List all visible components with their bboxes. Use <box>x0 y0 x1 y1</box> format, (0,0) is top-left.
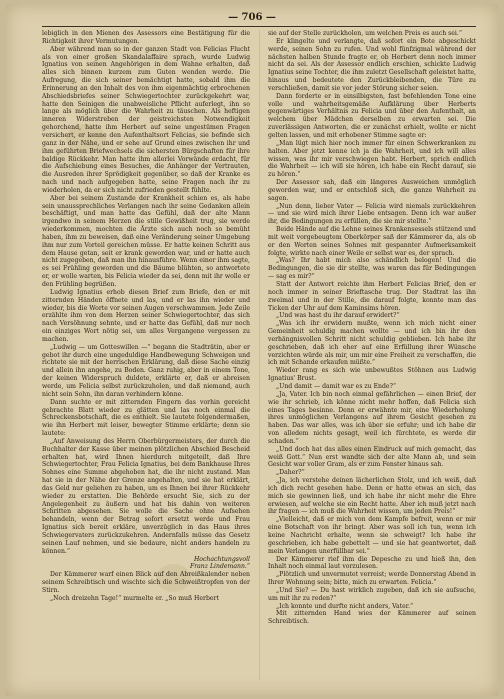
right-text-column <box>268 30 476 682</box>
paragraph: Wieder rang es sich wie unbewußtes Stöhnen aus Ludwig Ignatius' Brust. <box>268 367 476 383</box>
paragraph: „Ja, Vater. Ich bin noch einmal gefährlichen — einen Brief, der wie ihr schrieb, ich könne nicht mehr hoffen, daß Felicia sich eines Tages besinne. Denn er erwähnte mir, eine Wiederholung ihres unmöglichen Verlangens auf ihrem Gesicht gesehen zu haben. Das war alles, was ich über sie erfuhr; und ich habe dir von alledem nichts gesagt, weil ich fürchtete, es werde dir schaden.“ <box>268 390 476 445</box>
paragraph: „Und doch hat das alles einen Eindruck auf mich gemacht, das weiß Gott.“ Nun erst wandte sich der alte Mann ab, und sein Gesicht war voller Gram, als er zum Fenster hinaus sah. <box>268 445 476 469</box>
paragraph: „Vielleicht, daß er mich von dem Kampfe befreit, wenn er mir eine Botschaft von ihr bringt. Aber was soll ich tun, wenn ich keine Nachricht erhalte, wenn sie schweigt? Ich habe ihr geschrieben, ich habe gebettelt — und sie hat geantwortet, daß mein Verlangen unerfüllbar sei.“ <box>268 516 476 555</box>
paragraph: Er klingelte und verlangte, daß sofort ein Bote abgeschickt werde, seinen Sohn zu rufen. Und wohl fünfzigmal während der nächsten halben Stunde fragte er, ob Herbert denn noch immer nicht da sei. Als der Assessor endlich erschien, schickte Ludwig Ignatius seine Tochter, die ihm zuletzt Gesellschaft geleistet hatte, hinaus und bedeutete den Zurückbleibenden, die Türe zu verschließen, damit sie vor jeder Störung sicher seien. <box>268 37 476 92</box>
paragraph: „Nun denn, lieber Vater — Felicia wird niemals zurückkehren — und sie wird mich ihrer Liebe entsagen. Denn ich war außer ihr, die Bedingungen zu erfüllen, die sie mir stellte.“ <box>268 202 476 226</box>
header-rule <box>42 26 476 27</box>
page-number: — 706 — <box>228 12 276 23</box>
signature-line: Franz Lindemann.“ <box>189 563 250 571</box>
paragraph: Statt der Antwort reichte ihm Herbert Felicias Brief, den er noch immer in seiner Brieftasche trug. Der Stadtrat las ihn zweimal und in der Stille, die darauf folgte, konnte man das Ticken der Uhr auf dem Kaminsims hören. <box>268 281 476 312</box>
paragraph: lebiglich in den Mienen des Assessors eine Bestätigung für die Richtigkeit ihrer Vermutungen. <box>42 30 250 45</box>
paragraph: Der Assessor sah, daß ein längeres Ausweichen unmöglich geworden war, und er entschloß sich, die ganze Wahrheit zu sagen. <box>268 179 476 202</box>
book-page <box>6 4 498 696</box>
paragraph: „Daher?“ <box>276 469 305 477</box>
paragraph: „Und was hast du ihr darauf erwidert?“ <box>276 312 400 320</box>
paragraph: „Und Sie? — Du hast wirklich zugeben, daß ich sie aufsuche, um mit ihr zu reden?“ <box>268 586 476 602</box>
left-text-column <box>42 30 250 682</box>
paragraph: Ludwig Ignatius erhob diesen Brief zum Briefe, den er mit zitternden Händen öffnete und las, und er las ihn wieder und wieder, bis die Worte vor seinen Augen verschwammen. Jede Zeile erzählte ihm von dem Herzen seiner Schwiegertochter, das sich nach Versöhnung sehnte, und er hatte das Gefühl, daß nur noch ein einziges Wort nötig sei, um alles Vergangene vergessen zu machen. <box>42 288 250 343</box>
paragraph: „Auf Anweisung des Herrn Oberbürgermeisters, der durch die Buchhalter der Kasse über meinen plötzlichen Abschied Bescheid erhalten hat, wird Ihnen hierdurch mitgeteilt, daß Ihre Schwiegertochter, Frau Felicia Ignatius, bei dem Bankhause Ihres Sohnes eine Summe abgehoben hat, die ihr nicht zustand. Man hat sie in der Nähe der Grenze angehalten, und sie hat erklärt, das Geld nur geliehen zu haben, um es Ihnen bei ihrer Rückkehr wieder zu erstatten. Die Behörde ersucht Sie, sich zu der Angelegenheit zu äußern und hat bis dahin von weiteren Schritten abgesehen. Sie wolle die Sache ohne Aufsehen behandeln, wenn der Betrag sofort ersetzt werde und Frau Ignatius sich bereit erkläre, unverzüglich in das Haus ihres Schwiegervaters zurückzukehren. Andernfalls müsse das Gesetz seinen Lauf nehmen, und sie bedaure, nicht anders handeln zu können.“ <box>42 437 250 555</box>
paragraph: Der Kämmerer rief ihm die Depesche zu und hieß ihn, den Inhalt noch einmal laut vorzulesen. <box>268 555 476 571</box>
paragraph: „Noch dreizehn Tage!“ murmelte er. „So muß Herbert <box>50 594 219 602</box>
paragraph: „Ludwig — um Gotteswillen —“ begann die Stadträtin, aber er gebot ihr durch eine ungeduldige Handbewegung Schweigen und richtete sie mit der herrischen Erklärung, daß diese Sache einzig und allein ihn angehe, zu Boden. Ganz ruhig, aber in einem Tone, der keinen Widerspruch duldete, erklärte er, daß er abreisen werde, um Felicia selbst zurückzuholen, und daß niemand, auch nicht sein Sohn, ihn daran verhindern könne. <box>42 343 250 398</box>
column-gutter <box>259 30 260 680</box>
paragraph: sie auf der Stelle zurückholen, um welchen Preis es auch sei.“ <box>268 30 462 37</box>
paragraph: „Ich konnte und durfte nicht anders, Vater.“ <box>276 602 414 610</box>
paragraph: „Und damit — damit war es zu Ende?“ <box>276 382 397 390</box>
signature-line: Hochachtungsvoll <box>193 555 250 563</box>
paragraph: Aber bei seinem Zustande der Krankheit schien es, als habe sein unaussprechliches Verlangen nach ihr seine Gedanken allein beschäftigt, und man hatte das Gefühl, daß der alte Mann irgendwo in seinem Herzen die stille Gewißheit trug, sie werde wiederkommen, mochten die Ärzte sich auch noch so bemüht haben, ihm zu beweisen, daß eine Veränderung seiner Umgebung ihm nur zum Vorteil gereichen müsse. Er hatte keinen Schritt aus dem Hause getan, seit er krank geworden war, und er hatte auch nicht zugegeben, daß man ihn hinausführe. Wenn einer ihm sagte, es sei Frühling geworden und die Bäume blühten, so antwortete er, er wolle warten, bis Felicia wieder da sei, denn mit ihr wolle er den Frühling begrüßen. <box>42 194 250 288</box>
paragraph: Beide Hände auf die Lehne seines Krankensessels stützend und mit weit vorgebeugtem Oberkörper saß der Kämmerer da, als ob er den Worten seines Sohnes mit gespannter Aufmerksamkeit folgte, wirkte nach einer Weile er selbst war es, der sprach. <box>268 226 476 257</box>
paragraph: Dann forderte er in einsilbigsten, fast befehlenden Tone eine volle und wahrheitsgemäße Aufklärung über Herberts gegenwärtiges Verhältnis zu Felicia und über den Aufenthalt, an welchem über Mädchen derselben zu erwarten sei. Die zuverlässigen Antworten, die er zunächst erhielt, wollte er nicht gelten lassen, und mit erhobener Stimme sagte er: <box>268 92 476 139</box>
paragraph: Mit zitternden Hand wies der Kämmerer auf seinen Schreibtisch. <box>268 610 476 626</box>
paragraph: „Man lügt mich hier noch immer für einen Schwerkranken zu halten. Aber jetzt kenne ich ja die Wahrheit, und ich will alles wissen, was ihr mir verschwiegen habt. Herbert, sprich endlich die Wahrheit — ich will sie hören, ich habe ein Recht darauf, sie zu hören.“ <box>268 139 476 179</box>
paragraph: Aber während man so in der ganzen Stadt von Felicias Flucht als von einer großen Skandalaffaire sprach, wurde Ludwig Ignatius von seinen Angehörigen in dem Wahne erhalten, daß alles sich binnen kurzem zum Guten wenden werde. Die Aufregung, die sich seiner bemächtigt hatte, sobald ihm die Erinnerung an den Inhalt des von ihm eigenmächtig erbrochenen Abschiedsbriefes seiner Schwiegertochter zurückgekehrt war, hatte den Seinigen die unabweisliche Pflicht auferlegt, ihn so lange als möglich über die Wahrheit zu täuschen. Als heftigen inneren Widerstreben der geistreichsten Notwendigkeit gehorchend, hatte ihm Herbert auf seine ungestümen Fragen versichert, er kenne den Aufenthaltsort Felicias, sie befinde sich ganz in der Nähe, und er sehe auf Grund eines zwischen ihr und ihm geführten Briefwechsels die sichersten Bürgschaften für ihre baldige Rückkehr. Man hatte ihm allerlei Vorwände erdacht, für die Aufschiebung eines Besuches, die Anhänger der Vertrauten, die Ausreden ihrer Sprödigkeit gegenüber, so daß der Kranke es nach und nach aufgegeben hatte, seine Fragen nach ihr zu wiederholen, da er sich nicht zufrieden gestellt fühlte. <box>42 45 250 194</box>
paragraph: Dann suchte er mit zitternden Fingern das vorhin gereicht gebrachte Blatt wieder zu glätten und las noch einmal die Schreckensbotschaft, die es enthielt. Sie lautete folgendermaßen, wie ihn Herbert mit leiser, bewegter Stimme erklärte; denn sie lautete: <box>42 398 250 438</box>
paragraph: „Was? Ihr habt mich also schändlich belogen! Und die Bedingungen, die sie dir stellte, was waren das für Bedingungen — sag es mir?“ <box>268 257 476 281</box>
paragraph: „Ja, ich verstehe deinen lächerlichen Stolz, und ich weiß, daß ich dich recht gesehen habe. Denn er hatte etwas an sich, das mich sie gewinnen ließ, und ich habe ihr nicht mehr die Ehre erwiesen, auf welche sie ein Recht hatte. Aber ich muß jetzt nach ihr fragen — ich muß die Wahrheit wissen, um jeden Preis!“ <box>268 477 476 516</box>
paragraph: „Was ich ihr erwidern mußte, wenn ich mich nicht einer Gemeinheit schuldig machen wollte — und ich bin ihr den verhängnisvollen Schritt nicht schuldig geblieben. Ich habe ihr geschrieben, daß ich eher auf eine Erfüllung ihrer Wünsche verzichten würde als mir, um mir eine Freiheit zu verschaffen, die ich mit Schande erkaufen müßte.“ <box>268 320 476 367</box>
paragraph: „Plötzlich und unvermutet verreist; werde Donnerstag Abend in Ihrer Wohnung sein; bitte, mich zu erwarten. Felicia.“ <box>268 571 476 587</box>
paragraph: Der Kämmerer warf einen Blick auf den Abreißkalender neben seinem Schreibtisch und wischte sich die Schweißtropfen von der Stirn. <box>42 571 250 594</box>
